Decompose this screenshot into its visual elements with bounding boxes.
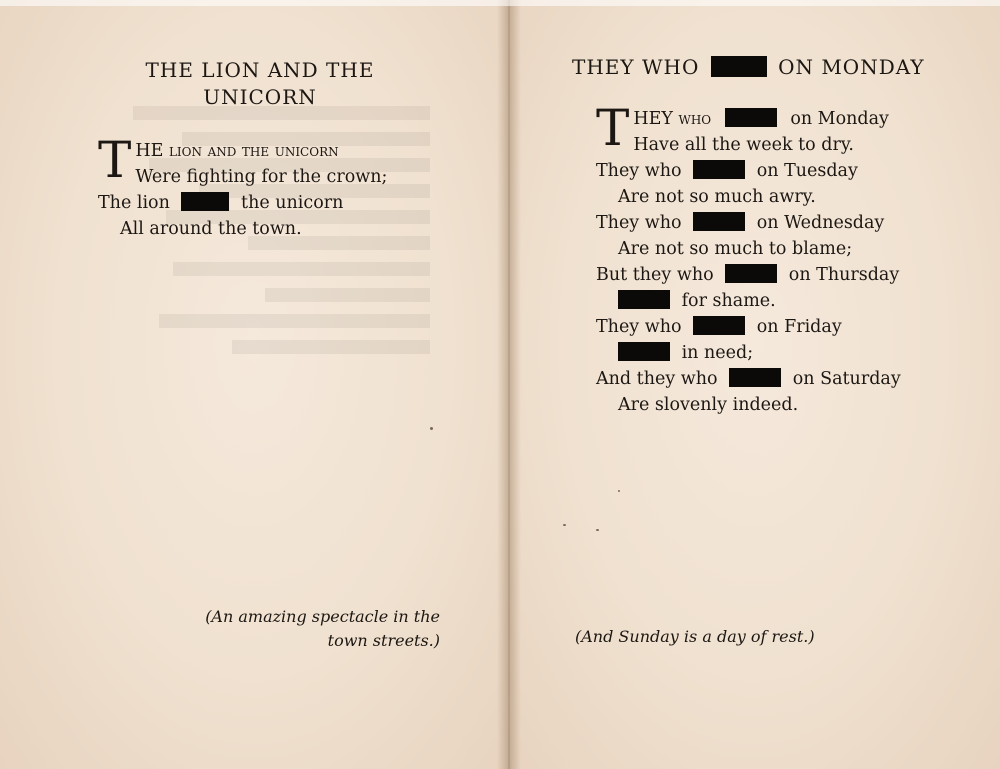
redaction-bar bbox=[693, 212, 745, 231]
redaction-bar bbox=[711, 56, 767, 77]
drop-cap: T bbox=[98, 131, 132, 189]
paper-speck bbox=[563, 524, 566, 526]
right-poem bbox=[596, 99, 966, 418]
poem-line: HE lion and the unicorn bbox=[135, 141, 339, 161]
poem-line: HEY who on Monday bbox=[633, 109, 889, 129]
left-title-line-1: THE LION AND THE bbox=[145, 58, 375, 82]
drop-cap: T bbox=[596, 99, 630, 157]
redaction-bar bbox=[725, 264, 777, 283]
poem-line: Were fighting for the crown; bbox=[135, 167, 388, 187]
redaction-bar bbox=[693, 316, 745, 335]
right-title-start: THEY WHO bbox=[572, 55, 700, 79]
left-title bbox=[120, 57, 400, 111]
poem-line: They who on Wednesday bbox=[596, 213, 885, 233]
poem-line: Are not so much to blame; bbox=[618, 239, 853, 259]
left-poem bbox=[98, 131, 458, 242]
poem-line: for shame. bbox=[596, 288, 966, 314]
paper-speck bbox=[596, 529, 599, 531]
poem-line: All around the town. bbox=[120, 219, 302, 239]
redaction-bar bbox=[729, 368, 781, 387]
left-footnote: (An amazing spectacle in the town streets.) bbox=[205, 607, 440, 650]
redaction-bar bbox=[618, 290, 670, 309]
redaction-bar bbox=[693, 160, 745, 179]
redaction-bar bbox=[181, 192, 229, 211]
poem-line: Are not so much awry. bbox=[618, 187, 816, 207]
book-gutter bbox=[497, 0, 521, 769]
paper-speck bbox=[430, 427, 433, 430]
right-title-end: ON MONDAY bbox=[778, 55, 925, 79]
redaction-bar bbox=[725, 108, 777, 127]
right-title bbox=[572, 54, 942, 81]
poem-line: Are slovenly indeed. bbox=[618, 395, 799, 415]
poem-line: And they who on Saturday bbox=[596, 369, 901, 389]
poem-line: The lion the unicorn bbox=[98, 193, 344, 213]
poem-line: Have all the week to dry. bbox=[633, 135, 854, 155]
page-edge bbox=[0, 0, 1000, 6]
right-footnote: (And Sunday is a day of rest.) bbox=[575, 627, 815, 646]
poem-line: They who on Tuesday bbox=[596, 161, 858, 181]
redaction-bar bbox=[618, 342, 670, 361]
poem-line: They who on Friday bbox=[596, 317, 842, 337]
poem-line: But they who on Thursday bbox=[596, 265, 900, 285]
left-title-line-2: UNICORN bbox=[203, 85, 317, 109]
paper-speck bbox=[618, 490, 620, 492]
poem-line: in need; bbox=[596, 340, 966, 366]
